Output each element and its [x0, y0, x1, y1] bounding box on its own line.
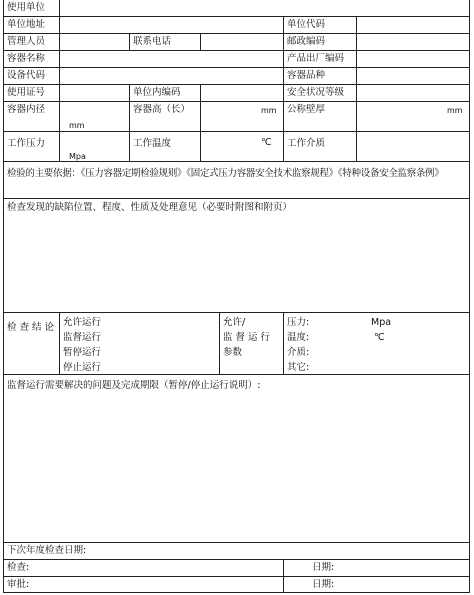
safety-level-label: 安全状况等级	[283, 84, 357, 102]
work-temp-value[interactable]	[200, 131, 284, 162]
vessel-type-label: 容器品种	[283, 67, 357, 85]
nominal-wall-value[interactable]	[356, 101, 470, 132]
params-pressure-label: 压力:	[287, 317, 310, 328]
nominal-wall-unit: mm	[447, 106, 463, 115]
use-cert-no-label: 使用证号	[3, 84, 60, 102]
unit-code-label: 单位代码	[283, 16, 357, 34]
vessel-name-label: 容器名称	[3, 50, 60, 68]
vessel-type-value[interactable]	[356, 67, 470, 85]
vessel-name-value[interactable]	[59, 50, 284, 68]
inspection-basis: 检验的主要依据：《压力容器定期检验规则》《固定式压力容器安全技术监察规程》《特种设备安全监察条例》	[3, 161, 470, 199]
option-supervised-operation[interactable]: 监督运行	[63, 332, 102, 343]
params-temp-label: 温度:	[287, 332, 310, 343]
params-label-line-2: 监 督 运 行	[223, 332, 271, 343]
contact-phone-value[interactable]	[200, 33, 284, 51]
device-code-value[interactable]	[59, 67, 284, 85]
manager-label: 管理人员	[3, 33, 60, 51]
nominal-wall-label: 公称壁厚	[283, 101, 357, 132]
inspector-date-label: 日期:	[312, 562, 335, 573]
next-inspection-label: 下次年度检查日期:	[7, 545, 87, 556]
defects-label: 检查发现的缺陷位置、程度、性质及处理意见（必要时附图和附页）	[7, 202, 293, 213]
params-other-label: 其它:	[287, 362, 310, 373]
work-temp-unit: ℃	[261, 137, 272, 148]
approver-date-cell[interactable]	[283, 576, 470, 593]
use-cert-no-value[interactable]	[59, 84, 130, 102]
inspector-date-cell[interactable]	[283, 559, 470, 577]
device-code-label: 设备代码	[3, 67, 60, 85]
issues-section[interactable]	[3, 374, 470, 543]
work-temp-label: 工作温度	[129, 131, 201, 162]
unit-internal-no-value[interactable]	[200, 84, 284, 102]
inner-diameter-unit: mm	[69, 121, 85, 130]
params-temp	[287, 330, 466, 345]
operation-params-values[interactable]	[283, 312, 470, 375]
contact-phone-label: 联系电话	[129, 33, 201, 51]
work-pressure-label: 工作压力	[3, 131, 60, 162]
postal-code-value[interactable]	[356, 33, 470, 51]
inspector-cell[interactable]	[3, 559, 284, 577]
inner-diameter-label: 容器内径	[3, 101, 60, 132]
issues-label: 监督运行需要解决的问题及完成期限（暂停/停止运行说明）:	[7, 380, 261, 391]
work-pressure-value[interactable]	[59, 131, 130, 162]
inner-diameter-value[interactable]	[59, 101, 130, 132]
defects-section[interactable]	[3, 198, 470, 313]
conclusion-options	[59, 312, 220, 375]
params-pressure-unit: Mpa	[371, 317, 392, 328]
unit-address-value[interactable]	[59, 16, 284, 34]
unit-internal-no-label: 单位内编码	[129, 84, 201, 102]
params-medium-label: 介质:	[287, 347, 310, 358]
safety-level-value[interactable]	[356, 84, 470, 102]
conclusion-label: 检 查 结 论	[3, 312, 60, 375]
height-length-value[interactable]	[200, 101, 284, 132]
operation-params-label	[219, 312, 284, 375]
option-suspend-operation[interactable]: 暂停运行	[63, 347, 102, 358]
inspection-form	[4, 0, 470, 593]
height-length-unit: mm	[261, 106, 277, 115]
user-unit-label: 使用单位	[3, 0, 60, 17]
option-stop-operation[interactable]: 停止运行	[63, 362, 102, 373]
unit-code-value[interactable]	[356, 16, 470, 34]
user-unit-value[interactable]	[59, 0, 470, 17]
unit-address-label: 单位地址	[3, 16, 60, 34]
work-medium-label: 工作介质	[283, 131, 357, 162]
postal-code-label: 邮政编码	[283, 33, 357, 51]
params-temp-unit: ℃	[374, 332, 385, 343]
inspector-label: 检查:	[7, 562, 30, 573]
approver-cell[interactable]	[3, 576, 284, 593]
params-label-line-3: 参数	[223, 347, 243, 358]
work-pressure-unit: Mpa	[69, 152, 86, 161]
params-label-line-1: 允许/	[223, 317, 246, 328]
approver-label: 审批:	[7, 579, 30, 590]
approver-date-label: 日期:	[312, 579, 335, 590]
params-pressure	[287, 315, 466, 330]
option-allow-operation[interactable]: 允许运行	[63, 317, 102, 328]
product-factory-no-label: 产品出厂编码	[283, 50, 357, 68]
manager-value[interactable]	[59, 33, 130, 51]
next-inspection-row[interactable]	[3, 542, 470, 560]
height-length-label: 容器高（长）	[129, 101, 201, 132]
product-factory-no-value[interactable]	[356, 50, 470, 68]
work-medium-value[interactable]	[356, 131, 470, 162]
